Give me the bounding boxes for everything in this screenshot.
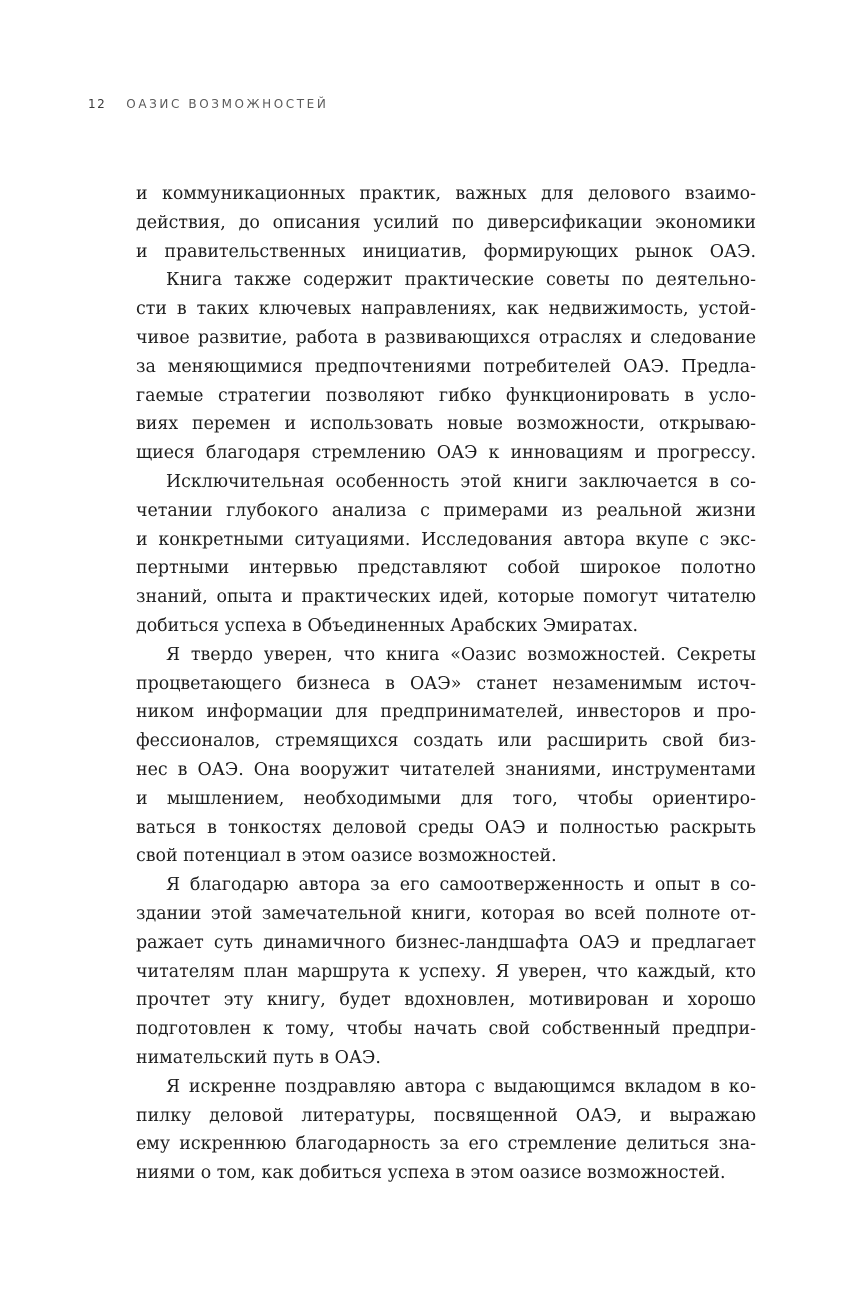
- paragraph: [136, 468, 756, 641]
- text-line: нес в ОАЭ. Она вооружит читателей знаниями, инструментами: [136, 759, 756, 780]
- text-line: щиеся благодаря стремлению ОАЭ к инновациям и прогрессу.: [136, 443, 756, 464]
- text-line: и мышлением, необходимыми для того, чтобы ориентиро-: [136, 788, 756, 809]
- running-head: [88, 97, 328, 111]
- text-line: добиться успеха в Объединенных Арабских Эмиратах.: [136, 615, 638, 636]
- text-line: Книга также содержит практические советы по деятельно-: [166, 270, 756, 291]
- body-text: [136, 180, 756, 1188]
- paragraph: [136, 180, 756, 266]
- text-line: действия, до описания усилий по диверсификации экономики: [136, 212, 756, 233]
- text-line: чивое развитие, работа в развивающихся отраслях и следование: [136, 327, 756, 348]
- page-number: 12: [88, 97, 107, 111]
- text-line: ваться в тонкостях деловой среды ОАЭ и полностью раскрыть: [136, 817, 756, 838]
- text-line: Я искренне поздравляю автора с выдающимся вкладом в ко-: [166, 1076, 756, 1097]
- text-line: нимательский путь в ОАЭ.: [136, 1047, 381, 1068]
- text-line: свой потенциал в этом оазисе возможностей.: [136, 846, 557, 867]
- text-line: пилку деловой литературы, посвященной ОАЭ, и выражаю: [136, 1105, 756, 1126]
- text-line: знаний, опыта и практических идей, которые помогут читателю: [136, 587, 756, 608]
- text-line: и конкретными ситуациями. Исследования автора вкупе с экс-: [136, 529, 756, 550]
- text-line: читателям план маршрута к успеху. Я уверен, что каждый, кто: [136, 961, 756, 982]
- text-line: ниями о том, как добиться успеха в этом оазисе возможностей.: [136, 1163, 726, 1184]
- paragraph: [136, 1073, 756, 1188]
- text-line: Я благодарю автора за его самоотверженность и опыт в со-: [166, 875, 756, 896]
- text-line: сти в таких ключевых направлениях, как недвижимость, устой-: [136, 299, 756, 320]
- text-line: виях перемен и использовать новые возможности, открываю-: [136, 414, 756, 435]
- text-line: прочтет эту книгу, будет вдохновлен, мотивирован и хорошо: [136, 990, 756, 1011]
- text-line: пертными интервью представляют собой широкое полотно: [136, 558, 756, 579]
- text-line: здании этой замечательной книги, которая во всей полноте от-: [136, 903, 756, 924]
- book-title: ОАЗИС ВОЗМОЖНОСТЕЙ: [126, 97, 329, 111]
- text-line: Я твердо уверен, что книга «Оазис возможностей. Секреты: [166, 644, 756, 665]
- paragraph: [136, 871, 756, 1073]
- text-line: и коммуникационных практик, важных для делового взаимо-: [136, 184, 756, 204]
- text-line: ему искреннюю благодарность за его стремление делиться зна-: [136, 1134, 756, 1155]
- text-line: Исключительная особенность этой книги заключается в со-: [166, 471, 756, 492]
- text-line: процветающего бизнеса в ОАЭ» станет незаменимым источ-: [136, 673, 756, 694]
- paragraph: [136, 641, 756, 871]
- text-line: ражает суть динамичного бизнес-ландшафта ОАЭ и предлагает: [136, 932, 756, 953]
- text-line: фессионалов, стремящихся создать или расширить свой биз-: [136, 731, 756, 752]
- paragraph: [136, 266, 756, 468]
- text-line: подготовлен к тому, чтобы начать свой собственный предпри-: [136, 1019, 756, 1040]
- text-line: четании глубокого анализа с примерами из реальной жизни: [136, 500, 756, 521]
- text-line: за меняющимися предпочтениями потребителей ОАЭ. Предла-: [136, 356, 756, 377]
- text-line: и правительственных инициатив, формирующих рынок ОАЭ.: [136, 241, 756, 262]
- text-line: гаемые стратегии позволяют гибко функционировать в усло-: [136, 385, 756, 406]
- text-line: ником информации для предпринимателей, инвесторов и про-: [136, 702, 756, 723]
